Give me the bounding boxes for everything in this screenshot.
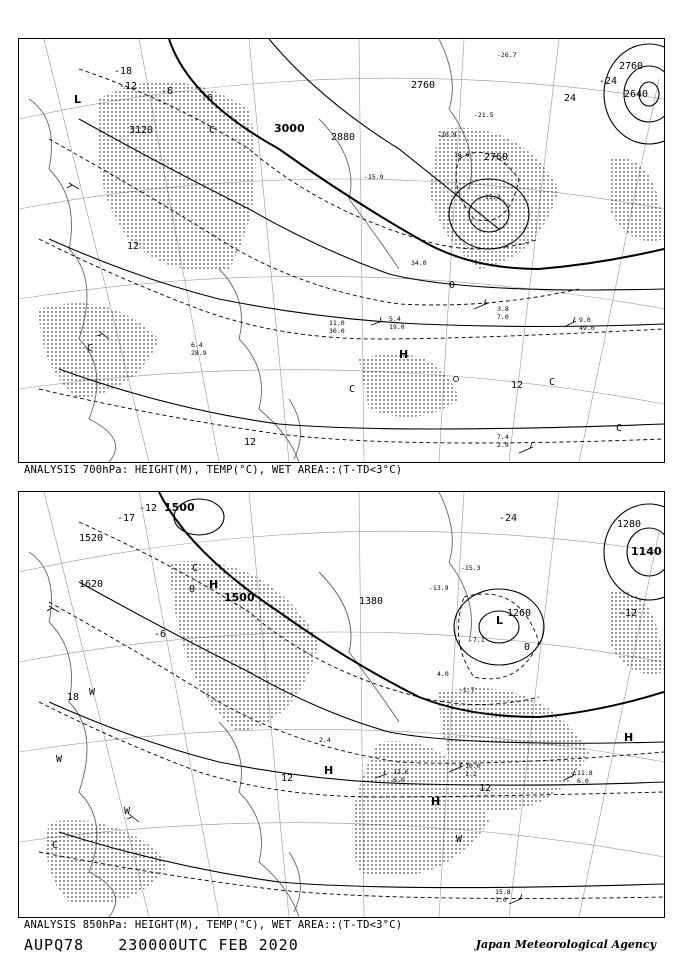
station-value: 6.0 — [393, 776, 405, 784]
station-value: 7.0 — [497, 313, 509, 321]
station-value: 10.0 — [465, 762, 481, 770]
station-value: -1.7 — [459, 686, 475, 694]
temp-label: 24 — [564, 93, 577, 104]
height-label: 1140 — [631, 545, 662, 558]
station-value: 34.0 — [411, 259, 427, 267]
height-label: 3000 — [274, 122, 305, 135]
station-value: 28.9 — [191, 349, 207, 357]
station-value: 4.0 — [437, 670, 449, 678]
bulletin-datetime: 230000UTC FEB 2020 — [118, 936, 299, 954]
station-value: 3.8 — [497, 305, 509, 313]
station-value: 19.0 — [389, 323, 405, 331]
station-value: 2.9 — [497, 441, 509, 449]
center-symbol: H — [209, 578, 219, 591]
wet-areas — [47, 561, 665, 904]
station-value: 6.0 — [577, 777, 589, 785]
center-symbol: W — [124, 806, 131, 817]
temp-label: 0 — [524, 642, 531, 653]
height-label: 2760 — [484, 152, 509, 163]
height-label: 1500 — [164, 501, 195, 514]
height-label: 1520 — [79, 533, 104, 544]
station-value: -26.7 — [497, 51, 517, 59]
bulletin-header — [24, 936, 299, 954]
center-symbol-h-east: H — [624, 731, 634, 744]
station-value: -15.3 — [481, 193, 501, 201]
station-value: 6.4 — [191, 341, 203, 349]
center-symbol: C — [549, 377, 556, 388]
station-value: -15.3 — [461, 564, 481, 572]
center-symbol: H — [399, 348, 409, 361]
temp-label: -12 — [119, 81, 138, 92]
height-label: 2760 — [411, 80, 436, 91]
temp-label: -24 — [599, 76, 618, 87]
height-label: 2880 — [331, 132, 356, 143]
map-panel-700hpa — [18, 38, 665, 463]
temp-label: 12 — [244, 437, 257, 448]
temp-label: -6 — [161, 86, 174, 97]
agency-name: Japan Meteorological Agency — [475, 938, 656, 951]
temp-label: -12 — [139, 503, 158, 514]
station-value: 30.0 — [329, 327, 345, 335]
height-label: 1280 — [617, 519, 642, 530]
station-circle — [454, 377, 459, 382]
height-labels — [79, 501, 662, 619]
station-value: -13.9 — [429, 584, 449, 592]
temp-label: -12 — [619, 608, 638, 619]
temp-label: 12 — [511, 380, 524, 391]
station-value: 49.0 — [579, 324, 595, 332]
map-850hpa-chart — [19, 492, 664, 917]
height-label: 2640 — [624, 89, 649, 100]
temp-label: 0 — [449, 280, 456, 291]
station-value: 12.6 — [393, 768, 409, 776]
center-symbol: W — [89, 687, 96, 698]
center-symbol: W — [456, 834, 463, 845]
height-label: 1260 — [507, 608, 532, 619]
station-value: 9.0 — [579, 316, 591, 324]
center-symbol: C — [209, 125, 216, 136]
height-label: 1380 — [359, 596, 384, 607]
station-value: 15.8 — [495, 888, 511, 896]
temp-label: 18 — [67, 692, 80, 703]
temp-label: 12 — [479, 783, 492, 794]
station-value: 16.0 — [454, 151, 470, 159]
center-symbol: C — [349, 384, 356, 395]
map-panel-850hpa — [18, 491, 665, 918]
temp-label: 12 — [127, 241, 140, 252]
height-label: 2760 — [619, 61, 644, 72]
temp-label: 0 — [189, 584, 196, 595]
temp-label: -6 — [201, 93, 214, 104]
station-value: 11.0 — [329, 319, 345, 327]
map-700hpa-chart — [19, 39, 664, 462]
center-symbol: C — [192, 563, 199, 574]
center-symbol: C — [87, 343, 94, 354]
center-symbol: C — [616, 423, 623, 434]
temp-label: 12 — [281, 773, 294, 784]
center-symbol: H — [431, 795, 441, 808]
station-value: 7.4 — [497, 433, 509, 441]
center-symbol: C — [52, 840, 59, 851]
station-value: 1.0 — [495, 896, 507, 904]
station-value: 11.8 — [577, 769, 593, 777]
bulletin-code: AUPQ78 — [24, 936, 85, 954]
center-symbol: W — [56, 754, 63, 765]
center-symbol: L — [496, 614, 504, 627]
temp-label: -6 — [154, 629, 167, 640]
station-value: -7.1 — [469, 636, 485, 644]
panel-caption-700hpa: ANALYSIS 700hPa: HEIGHT(M), TEMP(°C), WET AREA::(T-TD<3°C) — [24, 464, 403, 476]
height-label: 1620 — [79, 579, 104, 590]
height-label: 3120 — [129, 125, 154, 136]
station-value: 2.4 — [319, 736, 331, 744]
station-value: -21.5 — [474, 111, 494, 119]
temp-label: -18 — [114, 66, 133, 77]
station-value: 1.2 — [465, 770, 477, 778]
station-value: 5.4 — [389, 315, 401, 323]
station-value: -20.9 — [437, 131, 457, 139]
center-symbol: H — [324, 764, 334, 777]
height-label: 1500 — [224, 591, 255, 604]
panel-caption-850hpa: ANALYSIS 850hPa: HEIGHT(M), TEMP(°C), WET AREA::(T-TD<3°C) — [24, 919, 403, 931]
temp-label: -17 — [117, 513, 136, 524]
temp-label: -24 — [499, 513, 518, 524]
center-symbol: L — [74, 93, 82, 106]
station-value: -15.9 — [364, 173, 384, 181]
